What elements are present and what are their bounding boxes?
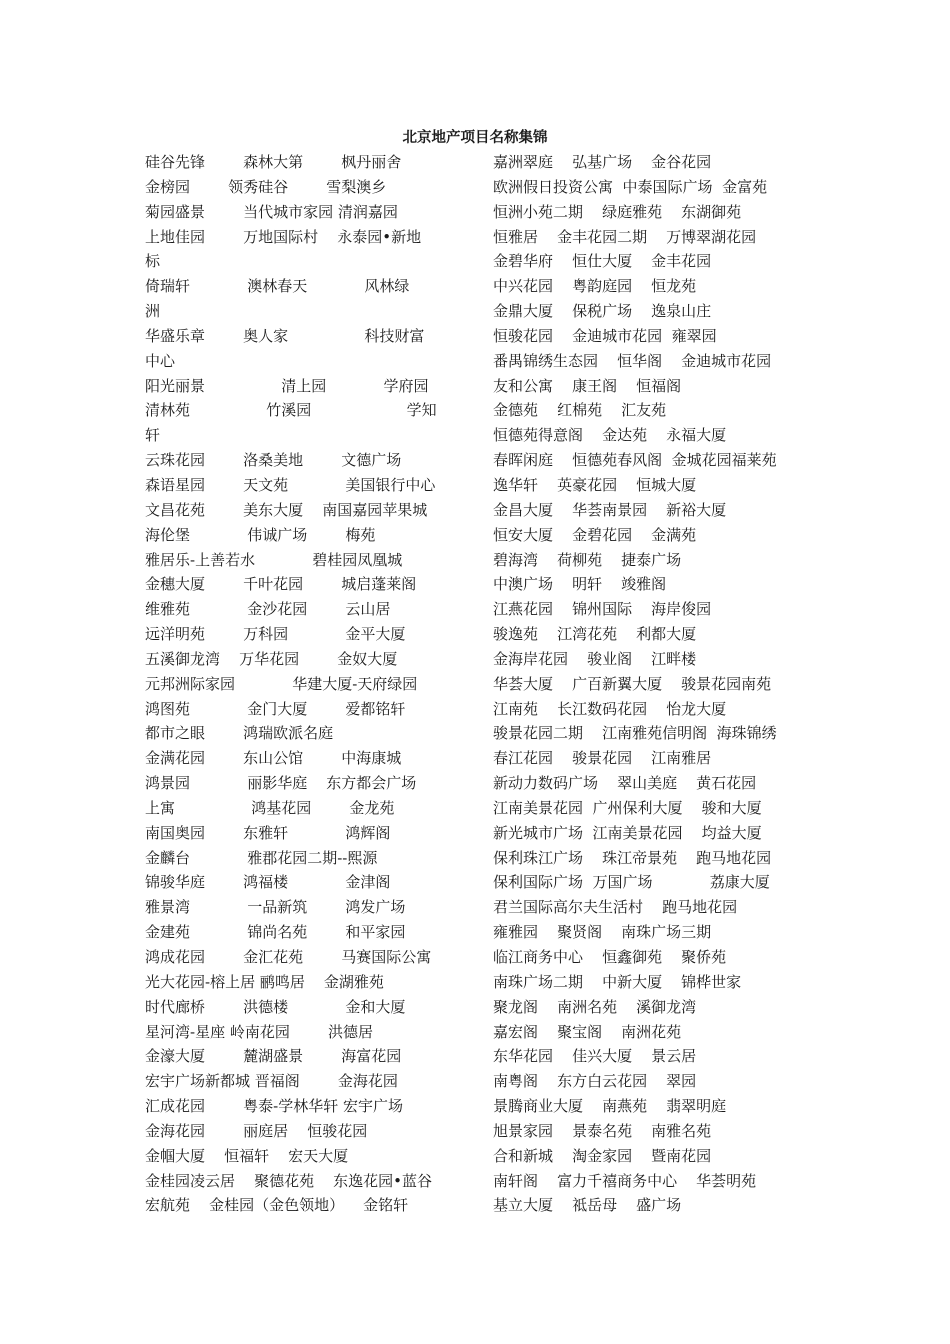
left-column-line: 都市之眼 鸿瑞欧派名庭 <box>145 724 334 743</box>
right-column-line: 江燕花园 锦州国际 海岸俊园 <box>493 600 712 619</box>
left-column-line: 金濠大厦 麓湖盛景 海富花园 <box>145 1047 402 1066</box>
left-column-line: 森语星园 天文苑 美国银行中心 <box>145 475 436 494</box>
right-column-line: 骏景花园二期 江南雅苑信明阁 海珠锦绣 <box>493 724 777 743</box>
left-column-line: 金海花园 丽庭居 恒骏花园 <box>145 1121 368 1140</box>
left-column-line: 鸿图苑 金门大厦 爱都铭轩 <box>145 699 406 718</box>
right-column-line: 新光城市广场 江南美景花园 均益大厦 <box>493 823 762 842</box>
right-column-line: 基立大厦 祗岳母 盛广场 <box>493 1196 682 1215</box>
right-column-line: 江南苑 长江数码花园 怡龙大厦 <box>493 699 727 718</box>
left-column-line: 汇成花园 粤泰-学林华轩 宏宇广场 <box>145 1097 403 1116</box>
right-column-line: 恒骏花园 金迪城市花园 雍翠园 <box>493 326 717 345</box>
left-column <box>145 150 463 1218</box>
left-column-line: 鸿成花园 金汇花苑 马赛国际公寓 <box>145 948 432 966</box>
left-column-line: 金建苑 锦尚名苑 和平家园 <box>145 923 406 942</box>
left-column-line: 阳光丽景 清上园 学府园 <box>145 376 429 395</box>
left-column-line: 硅谷先锋 森林大第 枫丹丽舍 <box>145 153 402 171</box>
right-column-line: 中兴花园 粤韵庭园 恒龙苑 <box>493 277 697 296</box>
right-column-line: 春江花园 骏景花园 江南雅居 <box>493 749 712 768</box>
right-column-line: 华荟大厦 广百新翼大厦 骏景花园南苑 <box>493 674 772 693</box>
left-column-line: 金麟台 雅郡花园二期--熙源 <box>145 848 378 867</box>
left-column-line: 倚瑞轩 澳林春天 风林绿 <box>145 277 410 296</box>
right-column-line: 旭景家园 景泰名苑 南雅名苑 <box>493 1121 712 1140</box>
right-column-line: 雍雅园 聚贤阁 南珠广场三期 <box>493 923 712 942</box>
left-column-line: 洲 <box>145 302 161 321</box>
right-column-line: 嘉宏阁 聚宝阁 南洲花苑 <box>493 1022 682 1041</box>
left-column-line: 远洋明苑 万科园 金平大厦 <box>145 625 406 644</box>
left-column-line: 云珠花园 洛桑美地 文德广场 <box>145 451 402 470</box>
right-column-line: 恒安大厦 金碧花园 金满苑 <box>493 525 697 544</box>
left-column-line: 时代廊桥 洪德楼 金和大厦 <box>145 997 406 1016</box>
left-column-line: 上寓 鸿基花园 金龙苑 <box>145 798 395 817</box>
left-column-line: 清林苑 竹溪园 学知 <box>145 401 437 420</box>
right-column-line: 东华花园 佳兴大厦 景云居 <box>493 1047 697 1066</box>
left-column-line: 鸿景园 丽影华庭 东方都会广场 <box>145 774 417 793</box>
right-column-line: 江南美景花园 广州保利大厦 骏和大厦 <box>493 798 762 817</box>
right-column-line: 合和新城 淘金家园 暨南花园 <box>493 1146 712 1165</box>
right-column-line: 友和公寓 康王阁 恒福阁 <box>493 376 682 395</box>
left-column-line: 五溪御龙湾 万华花园 金奴大厦 <box>145 649 398 668</box>
left-column-line: 标 <box>145 252 161 271</box>
right-column-line: 金德苑 红棉苑 汇友苑 <box>493 401 667 420</box>
right-column-line: 恒德苑得意阁 金达苑 永福大厦 <box>493 426 727 445</box>
left-column-line: 菊园盛景 当代城市家园 清润嘉园 <box>145 202 398 221</box>
left-column-line: 星河湾-星座 岭南花园 洪德居 <box>145 1022 373 1041</box>
left-column-line: 金满花园 东山公馆 中海康城 <box>145 749 402 768</box>
right-column-line: 保利国际广场 万国广场 荔康大厦 <box>493 873 770 892</box>
right-column-line: 君兰国际高尔夫生活村 跑马地花园 <box>493 898 738 917</box>
document-title: 北京地产项目名称集锦 <box>402 130 548 146</box>
right-column-line: 恒雅居 金丰花园二期 万博翠湖花园 <box>493 227 757 246</box>
right-column-line: 春晖闲庭 恒德苑春风阁 金城花园福莱苑 <box>493 451 777 470</box>
right-column-line: 南粤阁 东方白云花园 翠园 <box>493 1072 697 1091</box>
left-column-line: 文昌花苑 美东大厦 南国嘉园苹果城 <box>145 500 428 519</box>
right-column-line: 金鼎大厦 保税广场 逸泉山庄 <box>493 302 712 321</box>
right-column-line: 临江商务中心 恒鑫御苑 聚侨苑 <box>493 948 727 966</box>
right-column-line: 南轩阁 富力千禧商务中心 华荟明苑 <box>493 1171 757 1190</box>
right-column-line: 景腾商业大厦 南燕苑 翡翠明庭 <box>493 1097 727 1116</box>
right-column-line: 恒洲小苑二期 绿庭雅苑 东湖御苑 <box>493 202 742 221</box>
right-column-line: 南珠广场二期 中新大厦 锦桦世家 <box>493 972 742 991</box>
right-column-line: 新动力数码广场 翠山美庭 黄石花园 <box>493 774 757 793</box>
left-column-line: 华盛乐章 奥人家 科技财富 <box>145 326 425 345</box>
left-column-line: 金穗大厦 千叶花园 城启蓬莱阁 <box>145 575 417 594</box>
left-column-line: 维雅苑 金沙花园 云山居 <box>145 600 391 619</box>
left-column-line: 锦骏华庭 鸿福楼 金津阁 <box>145 873 391 892</box>
left-column-line: 宏航苑 金桂园（金色领地） 金铭轩 <box>145 1196 409 1215</box>
left-column-line: 金帼大厦 恒福轩 宏天大厦 <box>145 1146 349 1165</box>
right-column-line: 金昌大厦 华荟南景园 新裕大厦 <box>493 500 727 519</box>
left-column-line: 海伦堡 伟诚广场 梅苑 <box>145 525 376 544</box>
right-column-line: 保利珠江广场 珠江帝景苑 跑马地花园 <box>493 848 772 867</box>
right-column-line: 逸华轩 英豪花园 恒城大厦 <box>493 475 697 494</box>
right-column-line: 番禺锦绣生态园 恒华阁 金迪城市花园 <box>493 351 772 370</box>
right-column <box>493 150 823 1218</box>
left-column-line: 元邦洲际家园 华建大厦-天府绿园 <box>145 674 418 693</box>
right-column-line: 聚龙阁 南洲名苑 溪御龙湾 <box>493 997 697 1016</box>
left-column-line: 光大花园-榕上居 鹂鸣居 金湖雅苑 <box>145 972 384 991</box>
right-column-line: 中澳广场 明轩 竣雅阁 <box>493 575 667 594</box>
right-column-line: 嘉洲翠庭 弘基广场 金谷花园 <box>493 153 712 171</box>
left-column-line: 南国奥园 东雅轩 鸿辉阁 <box>145 823 391 842</box>
right-column-line: 金海岸花园 骏业阁 江畔楼 <box>493 649 697 668</box>
right-column-line: 欧洲假日投资公寓 中泰国际广场 金富苑 <box>493 177 768 196</box>
left-column-line: 雅景湾 一品新筑 鸿发广场 <box>145 898 406 917</box>
right-column-line: 金碧华府 恒仕大厦 金丰花园 <box>493 252 712 271</box>
left-column-line: 轩 <box>145 426 161 445</box>
left-column-line: 宏宇广场新都城 晋福阁 金海花园 <box>145 1072 398 1091</box>
left-column-line: 雅居乐-上善若水 碧桂园凤凰城 <box>145 550 403 569</box>
left-column-line: 金桂园凌云居 聚德花苑 东逸花园•蓝谷 <box>145 1171 432 1190</box>
left-column-line: 中心 <box>145 351 176 370</box>
right-column-line: 碧海湾 荷柳苑 捷泰广场 <box>493 550 682 569</box>
left-column-line: 金榜园 领秀硅谷 雪梨澳乡 <box>145 177 387 196</box>
right-column-line: 骏逸苑 江湾花苑 利都大厦 <box>493 625 697 644</box>
left-column-line: 上地佳园 万地国际村 永泰园•新地 <box>145 227 422 246</box>
